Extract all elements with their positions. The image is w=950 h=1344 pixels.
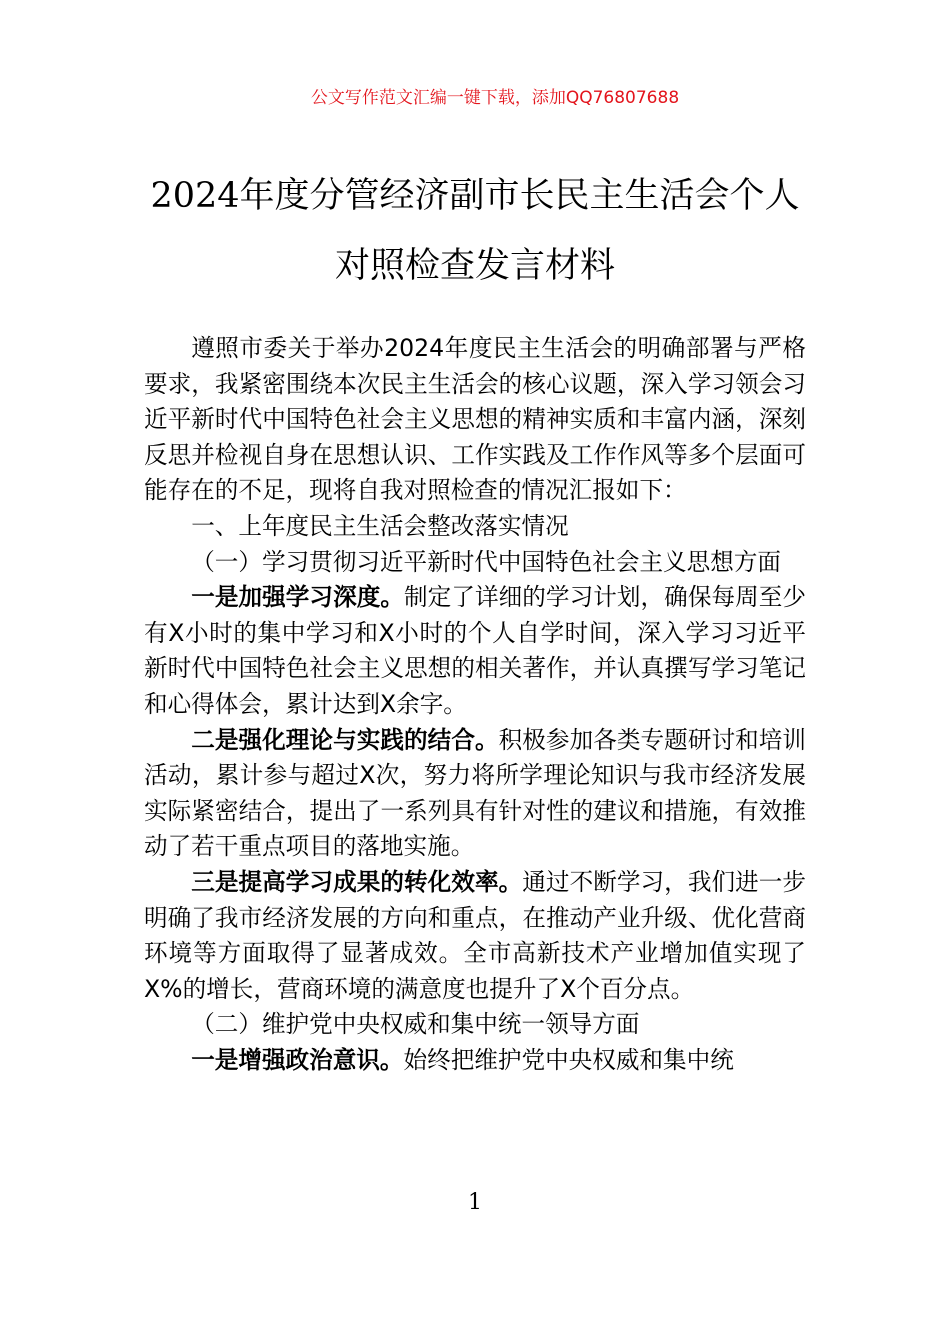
intro-paragraph: [144, 331, 806, 509]
point-paragraph-1: [144, 580, 806, 722]
point-lead: 一是增强政治意识。: [191, 1045, 404, 1074]
paragraph-text: 制定了详细的学习计划，确保每周至少有X小时的集中学习和X小时的个人自学时间，深入学习习近平新时代中国特色社会主义思想的相关著作，并认真撰写学习笔记和心得体会，累计达到X余字。: [144, 583, 807, 718]
point-lead: 一是加强学习深度。: [191, 583, 405, 612]
point-paragraph-4: [144, 1043, 806, 1079]
heading-text: （一）学习贯彻习近平新时代中国特色社会主义思想方面: [191, 547, 782, 576]
paragraph-text: 始终把维护党中央权威和集中统: [403, 1045, 734, 1074]
document-body: [144, 331, 806, 1078]
point-lead: 三是提高学习成果的转化效率。: [191, 867, 523, 896]
heading-text: （二）维护党中央权威和集中统一领导方面: [191, 1010, 640, 1039]
subsection-heading-2: [144, 1007, 806, 1043]
section-heading-1: [144, 509, 806, 545]
point-paragraph-2: [144, 723, 806, 865]
subsection-heading-1: [144, 545, 806, 581]
heading-text: 一、上年度民主生活会整改落实情况: [191, 511, 569, 540]
paragraph-text: 遵照市委关于举办2024年度民主生活会的明确部署与严格要求，我紧密围绕本次民主生活会的核心议题，深入学习领会习近平新时代中国特色社会主义思想的精神实质和丰富内涵，深刻反思并检视自身在思想认识、工作实践及工作作风等多个层面可能存在的不足，现将自我对照检查的情况汇报如下：: [144, 334, 806, 505]
paragraph-text: 通过不断学习，我们进一步明确了我市经济发展的方向和重点，在推动产业升级、优化营商环境等方面取得了显著成效。全市高新技术产业增加值实现了X%的增长，营商环境的满意度也提升了X个百分点。: [144, 867, 807, 1003]
document-title-line-1: 2024年度分管经济副市长民主生活会个人: [150, 176, 800, 216]
page-number: 1: [468, 1190, 482, 1215]
document-title-line-2: 对照检查发言材料: [334, 246, 615, 286]
paragraph-text: 积极参加各类专题研讨和培训活动，累计参与超过X次，努力将所学理论知识与我市经济发展实际紧密结合，提出了一系列具有针对性的建议和措施，有效推动了若干重点项目的落地实施。: [144, 725, 807, 861]
point-paragraph-3: [144, 865, 806, 1007]
download-banner[interactable]: 公文写作范文汇编一键下载，添加QQ76807688: [310, 88, 680, 108]
point-lead: 二是强化理论与实践的结合。: [191, 725, 499, 754]
